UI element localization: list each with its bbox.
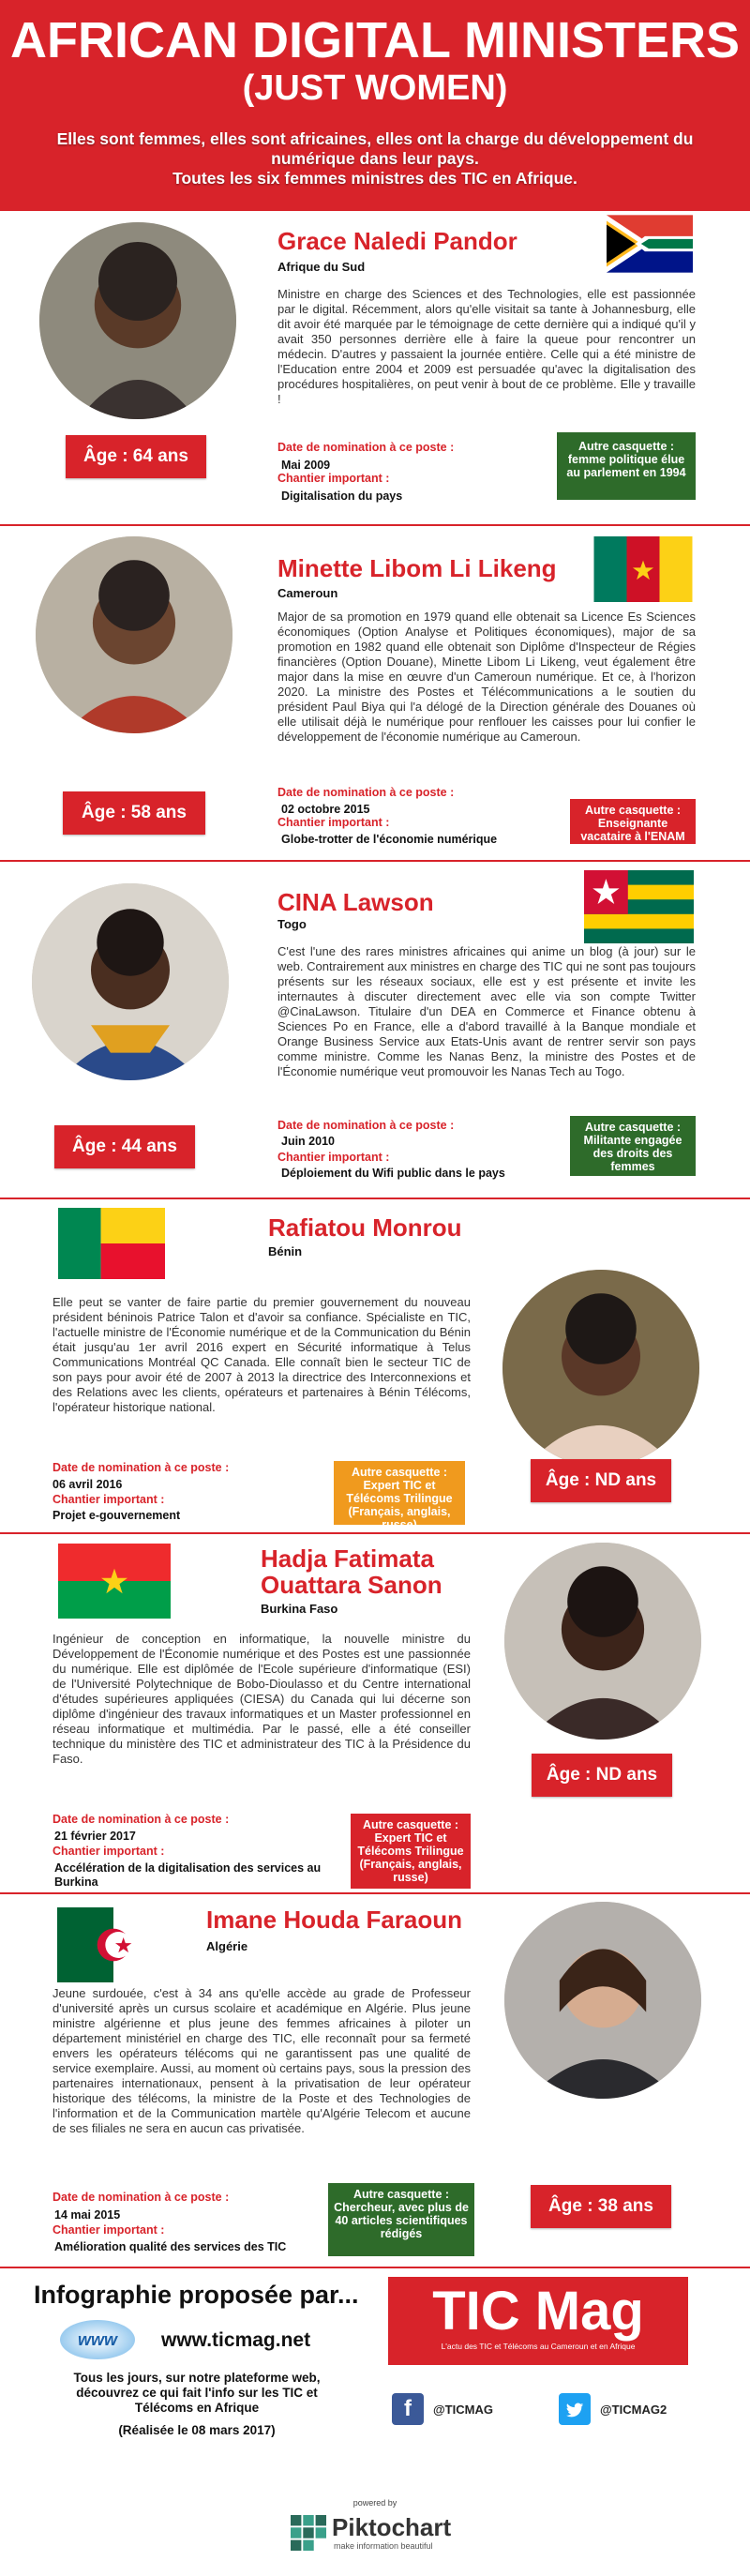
www-badge — [60, 2320, 135, 2359]
minister-name: Grace Naledi Pandor — [278, 227, 518, 255]
chantier-label: Chantier important : — [278, 472, 390, 485]
date-label: Date de nomination à ce poste : — [278, 441, 455, 454]
brand-name: TIC Mag — [432, 2281, 644, 2342]
chantier-label: Chantier important : — [52, 2223, 165, 2237]
flag-benin — [51, 1208, 172, 1279]
chantier-label: Chantier important : — [52, 1845, 165, 1858]
minister-bio: Jeune surdouée, c'est à 34 ans qu'elle accède au grade de Professeur d'université après un cursus scolaire et académique en Algérie. Plus jeune ministre algérienne et plus jeune des femmes africaines à piloter un département ministériel en charge des TIC, elle reconnaît pour sa fermeté envers les opérateurs télécoms qui ne garantissent pas une qualité de service exemplaire. Aussi, au moment où certains pays, sous la pression des partenaires internationaux, pensent à la privatisation de leur opérateur historique des télécoms, la ministre de la Poste et des Technologies de l'information et de la Communication martèle qu'Algérie Telecom et aucune de ses filiales ne sera en aucun cas privatisée. — [52, 1986, 471, 2135]
date-label: Date de nomination à ce poste : — [52, 1461, 230, 1474]
www-label: www — [77, 2330, 117, 2349]
section-divider — [0, 2267, 750, 2268]
footer-tagline: Tous les jours, sur notre plateforme web, découvrez ce qui fait l'info sur les TIC et Télécoms en Afrique — [73, 2371, 321, 2415]
other-role-box: Autre casquette : Expert TIC et Télécoms Trilingue (Français, anglais, russe) — [351, 1814, 471, 1889]
flag-cameroon — [591, 536, 696, 602]
chantier-value: Amélioration qualité des services des TIC — [54, 2240, 287, 2253]
nomination-date: Mai 2009 — [281, 459, 331, 472]
flag-togo — [582, 870, 696, 943]
facebook-handle: @TICMAG — [433, 2402, 493, 2417]
minister-bio: Major de sa promotion en 1979 quand elle obtenait sa Licence Es Sciences économiques (Option Analyse et Politiques économiques), major de sa promotion en 1982 quand elle obtenait son Diplôme d'Inspecteur de Régies financières (Option Douane), Minette Libom Li Likeng, veut également être major dans la mise en œuvre d'un Cameroun numérique. Et ce, à l'horizon 2020. La ministre des Postes et Télécommunications a le soutien du président Paul Biya qui l'a délogé de la Direction générale des Douanes où elle utilisait déjà le numérique pour renflouer les caisses pour lui confier le développement de l'économie numérique au Cameroun. — [278, 610, 696, 744]
twitter-icon — [559, 2393, 591, 2425]
page-subtitle: (JUST WOMEN) — [242, 68, 508, 108]
portrait-photo — [504, 1902, 701, 2099]
age-badge: Âge : ND ans — [531, 1459, 671, 1502]
chantier-value: Digitalisation du pays — [281, 490, 403, 503]
chantier-label: Chantier important : — [278, 1151, 390, 1164]
ticmag-logo — [388, 2277, 688, 2365]
minister-name: Rafiatou Monrou — [268, 1213, 462, 1242]
portrait-photo — [504, 1543, 701, 1740]
portrait-photo — [502, 1270, 699, 1467]
chantier-label: Chantier important : — [278, 816, 390, 829]
flag-south-africa — [607, 214, 693, 274]
facebook-link[interactable] — [392, 2393, 493, 2425]
minister-country: Burkina Faso — [261, 1602, 338, 1616]
chantier-value: Accélération de la digitalisation des services au Burkina — [54, 1861, 322, 1889]
minister-country: Cameroun — [278, 586, 338, 600]
minister-country: Afrique du Sud — [278, 260, 366, 274]
intro-line-1: Elles sont femmes, elles sont africaines, elles ont la charge du développement du numérique dans leur pays. — [56, 129, 694, 168]
minister-bio: Ministre en charge des Sciences et des Technologies, elle est passionnée par le digital. Récemment, alors qu'elle visitait sa tante à Johannesburg, elle dit avoir été marquée par le témoignage de cette dernière qui a indiqué qu'il y avait 350 personnes derrière elle à faire la queue pour rencontrer un médecin. D'autres y passaient la journée entière. Celle qui a été ministre de l'Education entre 2004 et 2009 est persuadée qu'avec la digitalisation des procédures hospitalières, on peut venir à bout de ce problème. Elle y travaille ! — [278, 287, 696, 406]
section-divider — [0, 1198, 750, 1199]
minister-country: Algérie — [206, 1939, 248, 1953]
flag-algeria — [52, 1907, 174, 1982]
nomination-date: 21 février 2017 — [54, 1830, 136, 1843]
page-title: AFRICAN DIGITAL MINISTERS — [10, 12, 740, 68]
website-link[interactable]: www.ticmag.net — [161, 2329, 311, 2351]
proposed-by-title: Infographie proposée par... — [34, 2281, 359, 2309]
header-banner — [0, 0, 750, 211]
brand-subtitle: L'actu des TIC et Télécoms au Cameroun et en Afrique — [441, 2342, 636, 2351]
powered-by-label: powered by — [352, 2498, 398, 2508]
section-divider — [0, 1532, 750, 1534]
other-role-box: Autre casquette : Chercheur, avec plus de 40 articles scientifiques rédigés — [328, 2183, 474, 2256]
other-role-box: Autre casquette : Expert TIC et Télécoms Trilingue (Français, anglais, russe) — [334, 1461, 465, 1525]
chantier-value: Globe-trotter de l'économie numérique — [281, 833, 498, 846]
minister-name — [261, 1545, 504, 1598]
minister-name: Imane Houda Faraoun — [206, 1906, 463, 1934]
chantier-value: Déploiement du Wifi public dans le pays — [281, 1167, 505, 1180]
date-label: Date de nomination à ce poste : — [278, 1119, 455, 1132]
section-divider — [0, 860, 750, 862]
other-role-box: Autre casquette : femme politique élue au parlement en 1994 — [557, 432, 696, 500]
portrait-photo — [36, 536, 232, 733]
portrait-photo — [39, 222, 236, 419]
age-badge: Âge : 44 ans — [54, 1125, 195, 1168]
date-label: Date de nomination à ce poste : — [52, 1813, 230, 1826]
minister-name: Minette Libom Li Likeng — [278, 554, 557, 582]
minister-bio: Ingénieur de conception en informatique, la nouvelle ministre du Développement de l'Économie numérique et des Postes est une passionnée du numérique. Elle est diplômée de l'Ecole supérieure d'informatique (ESI) de l'Université Polytechnique de Bobo-Dioulasso et du Centre international d'études supérieures appliquées (CIESA) du Canada qui lui décerne son diplôme d'ingénieur des travaux informatiques et un Master professionnel en réseau informatique et multimédia. Par le passé, elle a été conseiller technique du ministère des TIC et administrateur des TIC à la Présidence du Faso. — [52, 1632, 471, 1766]
twitter-handle: @TICMAG2 — [600, 2402, 668, 2417]
nomination-date: 02 octobre 2015 — [281, 803, 370, 816]
age-badge: Âge : 58 ans — [63, 791, 205, 835]
minister-country: Bénin — [268, 1244, 303, 1258]
minister-name-text: Hadja Fatimata Ouattara Sanon — [261, 1544, 442, 1599]
other-role-box: Autre casquette : Enseignante vacataire à l'ENAM — [570, 799, 696, 844]
nomination-date: 06 avril 2016 — [52, 1478, 123, 1491]
date-label: Date de nomination à ce poste : — [52, 2191, 230, 2204]
piktochart-name: Piktochart — [332, 2513, 452, 2541]
section-divider — [0, 524, 750, 526]
date-label: Date de nomination à ce poste : — [278, 786, 455, 799]
nomination-date: Juin 2010 — [281, 1135, 335, 1148]
piktochart-tagline: make information beautiful — [334, 2541, 433, 2551]
section-divider — [0, 1892, 750, 1894]
age-badge: Âge : 64 ans — [66, 435, 206, 478]
minister-bio: Elle peut se vanter de faire partie du premier gouvernement du nouveau président béninois Patrice Talon et d'avoir sa confiance. Spécialiste en TIC, l'actuelle ministre de l'Économie numérique et de la Communication du Bénin était jusqu'au 1er avril 2016 expert en Sécurité informatique à Telus Communications Montréal QC Canada. Elle connaît bien le secteur TIC de son pays pour avoir été de 2007 à 2013 la directrice des Interconnexions et des Relations avec les clients, opérateurs et partenaires à Bénin Télécoms, l'opérateur historique national. — [52, 1295, 471, 1414]
portrait-photo — [32, 883, 229, 1080]
intro-text — [56, 129, 694, 188]
chantier-label: Chantier important : — [52, 1493, 165, 1506]
minister-bio: C'est l'une des rares ministres africaines qui anime un blog (à jour) sur le web. Contrairement aux ministres en charge des TIC qui ne sont pas toujours présents sur les réseaux sociaux, elle est y est présente et invite les internautes à discuter directement avec elle via son compte Twitter @CinaLawson. Titulaire d'un DEA en Commerce et Finance obtenu à Sciences Po en France, elle a d'abord travaillé à la Banque mondiale et Orange Business Service aux Etats-Unis avant de rentrer servir son pays comme ministre. Comme les Nanas Benz, la ministre des Postes et de l'Économie numérique veut promouvoir les Nanas Tech au Togo. — [278, 944, 696, 1078]
piktochart-icon — [291, 2515, 326, 2551]
age-badge: Âge : 38 ans — [531, 2185, 671, 2228]
chantier-value: Projet e-gouvernement — [52, 1509, 181, 1522]
age-badge: Âge : ND ans — [532, 1754, 672, 1797]
nomination-date: 14 mai 2015 — [54, 2208, 121, 2222]
twitter-link[interactable] — [559, 2393, 667, 2425]
piktochart-logo — [291, 2509, 459, 2556]
facebook-icon: f — [392, 2393, 424, 2425]
intro-line-2: Toutes les six femmes ministres des TIC en Afrique. — [172, 169, 578, 188]
flag-burkina-faso — [54, 1544, 174, 1619]
minister-name: CINA Lawson — [278, 888, 434, 916]
other-role-box: Autre casquette : Militante engagée des droits des femmes — [570, 1116, 696, 1176]
minister-country: Togo — [278, 917, 307, 931]
footer-date-note: (Réalisée le 08 mars 2017) — [118, 2423, 276, 2437]
